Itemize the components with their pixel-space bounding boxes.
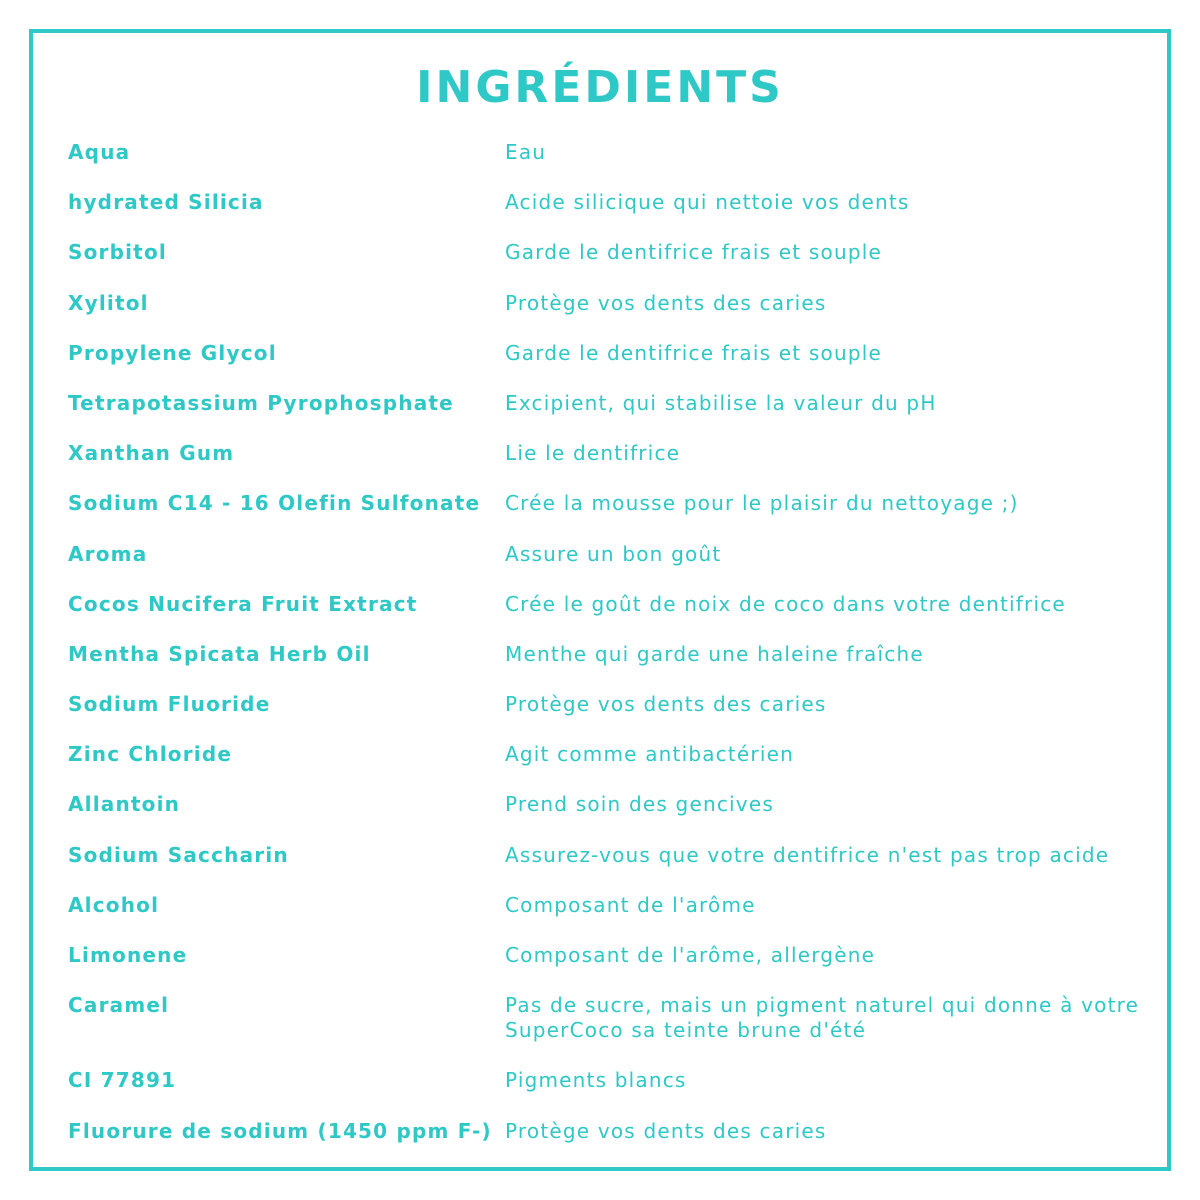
- ingredient-row: [68, 542, 1158, 592]
- ingredient-row: [68, 1068, 1158, 1118]
- ingredient-row: [68, 592, 1158, 642]
- ingredient-name: CI 77891: [68, 1068, 177, 1093]
- ingredient-name: Zinc Chloride: [68, 742, 233, 767]
- ingredient-description: Assure un bon goût: [505, 541, 722, 566]
- ingredient-name: Sodium Saccharin: [68, 842, 289, 867]
- ingredient-row: [68, 140, 1158, 190]
- ingredient-row: [68, 1119, 1158, 1169]
- ingredient-description: Menthe qui garde une haleine fraîche: [505, 641, 924, 666]
- ingredient-name: Cocos Nucifera Fruit Extract: [68, 591, 418, 616]
- ingredient-name: Xylitol: [68, 290, 149, 315]
- ingredient-description: Acide silicique qui nettoie vos dents: [505, 190, 910, 215]
- ingredient-row: [68, 993, 1158, 1068]
- ingredient-name: Alcohol: [68, 892, 160, 917]
- page-title: INGRÉDIENTS: [416, 62, 784, 113]
- ingredient-description: Crée la mousse pour le plaisir du nettoyage ;): [505, 491, 1019, 516]
- ingredient-row: [68, 843, 1158, 893]
- ingredient-name: hydrated Silicia: [68, 190, 264, 215]
- ingredients-list: [68, 140, 1158, 1169]
- ingredient-row: [68, 692, 1158, 742]
- ingredient-name: Sorbitol: [68, 240, 167, 265]
- ingredient-name: Xanthan Gum: [68, 441, 235, 466]
- ingredient-description: Protège vos dents des caries: [505, 692, 827, 717]
- ingredient-row: [68, 491, 1158, 541]
- ingredient-description: Agit comme antibactérien: [505, 742, 794, 767]
- ingredient-description: Assurez-vous que votre dentifrice n'est pas trop acide: [505, 842, 1110, 867]
- ingredient-name: Fluorure de sodium (1450 ppm F-): [68, 1118, 492, 1143]
- ingredient-row: [68, 893, 1158, 943]
- ingredient-row: [68, 341, 1158, 391]
- ingredient-name: Sodium C14 - 16 Olefin Sulfonate: [68, 491, 481, 516]
- ingredient-name: Propylene Glycol: [68, 340, 277, 365]
- ingredient-name: Aqua: [68, 140, 131, 164]
- ingredient-row: [68, 240, 1158, 290]
- ingredient-description: Pigments blancs: [505, 1068, 687, 1093]
- ingredient-name: Tetrapotassium Pyrophosphate: [68, 390, 454, 415]
- ingredient-description: Pas de sucre, mais un pigment naturel qui donne à votre SuperCoco sa teinte brune d'été: [505, 993, 1140, 1043]
- ingredient-description: Lie le dentifrice: [505, 441, 681, 466]
- ingredient-row: [68, 391, 1158, 441]
- ingredient-description: Composant de l'arôme: [505, 892, 756, 917]
- ingredient-name: Limonene: [68, 943, 188, 967]
- ingredient-row: [68, 190, 1158, 240]
- ingredient-row: [68, 441, 1158, 491]
- ingredient-name: Aroma: [68, 541, 148, 566]
- ingredient-row: [68, 291, 1158, 341]
- ingredient-row: [68, 642, 1158, 692]
- ingredient-description: Crée le goût de noix de coco dans votre dentifrice: [505, 591, 1066, 616]
- ingredient-name: Allantoin: [68, 792, 181, 817]
- ingredient-description: Prend soin des gencives: [505, 792, 774, 817]
- ingredient-row: [68, 742, 1158, 792]
- ingredient-name: Sodium Fluoride: [68, 692, 271, 717]
- ingredient-description: Garde le dentifrice frais et souple: [505, 240, 882, 265]
- ingredient-description: Protège vos dents des caries: [505, 290, 827, 315]
- ingredient-name: Mentha Spicata Herb Oil: [68, 641, 371, 666]
- ingredient-description: Composant de l'arôme, allergène: [505, 943, 876, 967]
- ingredient-row: [68, 792, 1158, 842]
- ingredient-description: Garde le dentifrice frais et souple: [505, 340, 882, 365]
- ingredient-description: Eau: [505, 140, 547, 164]
- ingredient-description: Protège vos dents des caries: [505, 1118, 827, 1143]
- ingredient-description: Excipient, qui stabilise la valeur du pH: [505, 390, 937, 415]
- ingredient-name: Caramel: [68, 993, 170, 1018]
- ingredient-row: [68, 943, 1158, 993]
